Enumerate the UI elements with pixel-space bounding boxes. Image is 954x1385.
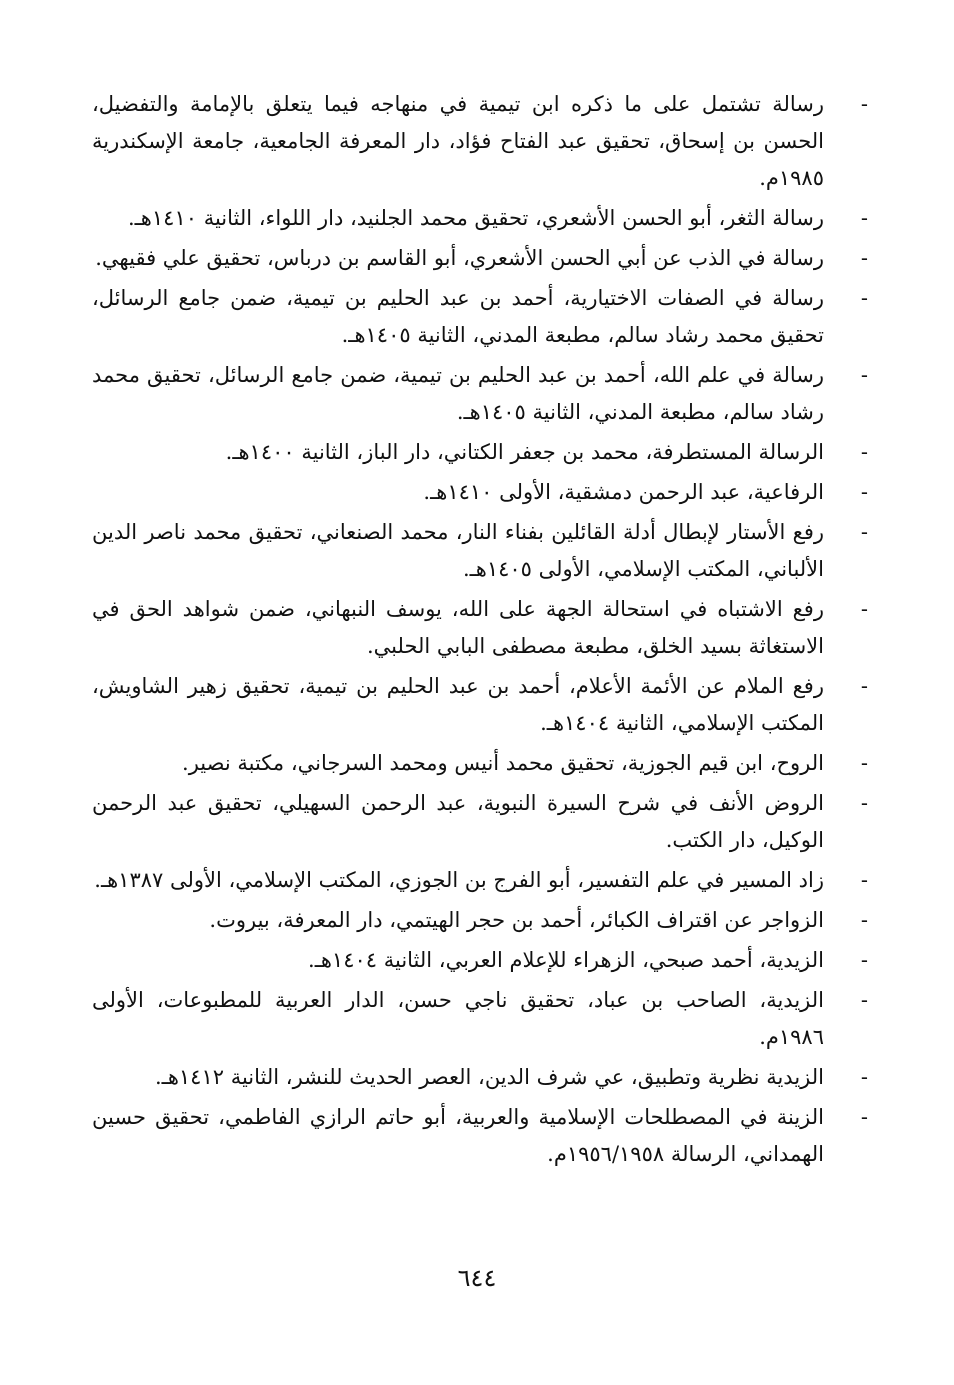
entry-text: رسالة الثغر، أبو الحسن الأشعري، تحقيق محمد الجلنيد، دار اللواء، الثانية ١٤١٠هـ. — [127, 206, 824, 230]
page-number: ٦٤٤ — [457, 1264, 497, 1292]
bibliography-entry — [92, 1059, 868, 1096]
bibliography-entry — [92, 200, 868, 237]
bibliography-entry — [92, 280, 868, 354]
entry-text: رسالة في الصفات الاختيارية، أحمد بن عبد الحليم بن تيمية، ضمن جامع الرسائل، تحقيق محمد رشاد سالم، مطبعة المدني، الثانية ١٤٠٥هـ. — [92, 286, 824, 347]
entry-text: الزواجر عن اقتراف الكبائر، أحمد بن حجر الهيتمي، دار المعرفة، بيروت. — [209, 908, 824, 932]
bibliography-entry — [92, 86, 868, 197]
list-dash: - — [860, 440, 868, 464]
entry-text: رسالة في علم الله، أحمد بن عبد الحليم بن تيمية، ضمن جامع الرسائل، تحقيق محمد رشاد سالم، مطبعة المدني، الثانية ١٤٠٥هـ. — [92, 363, 824, 424]
entry-text: رسالة في الذب عن أبي الحسن الأشعري، أبو القاسم بن درباس، تحقيق علي فقيهي. — [95, 246, 824, 270]
list-dash: - — [860, 206, 868, 230]
bibliography-entry — [92, 902, 868, 939]
entry-text: الرسالة المستطرفة، محمد بن جعفر الكتاني، دار الباز، الثانية ١٤٠٠هـ. — [225, 440, 824, 464]
entry-text: الروح، ابن قيم الجوزية، تحقيق محمد أنيس ومحمد السرجاني، مكتبة نصير. — [182, 751, 824, 775]
entry-text: الرفاعية، عبد الرحمن دمشقية، الأولى ١٤١٠هـ. — [423, 480, 824, 504]
bibliography-entry — [92, 591, 868, 665]
entry-text: رفع الملام عن الأئمة الأعلام، أحمد بن عبد الحليم بن تيمية، تحقيق زهير الشاويش، المكتب الإسلامي، الثانية ١٤٠٤هـ. — [92, 674, 824, 735]
list-dash: - — [860, 1065, 868, 1089]
list-dash: - — [860, 674, 868, 698]
bibliography-entry — [92, 474, 868, 511]
list-dash: - — [860, 597, 868, 621]
list-dash: - — [860, 520, 868, 544]
list-dash: - — [860, 868, 868, 892]
bibliography-entry — [92, 862, 868, 899]
bibliography-list — [92, 86, 868, 1176]
list-dash: - — [860, 92, 868, 116]
list-dash: - — [860, 751, 868, 775]
entry-text: رفع الأستار لإبطال أدلة القائلين بفناء النار، محمد الصنعاني، تحقيق محمد ناصر الدين الألباني، المكتب الإسلامي، الأولى ١٤٠٥هـ. — [92, 520, 824, 581]
bibliography-entry — [92, 240, 868, 277]
entry-text: الزيدية، الصاحب بن عباد، تحقيق ناجي حسن، الدار العربية للمطبوعات، الأولى ١٩٨٦م. — [92, 988, 824, 1049]
entry-text: الزيدية نظرية وتطبيق، عي شرف الدين، العصر الحديث للنشر، الثانية ١٤١٢هـ. — [155, 1065, 824, 1089]
list-dash: - — [860, 246, 868, 270]
bibliography-entry — [92, 434, 868, 471]
bibliography-entry — [92, 942, 868, 979]
list-dash: - — [860, 948, 868, 972]
bibliography-entry — [92, 668, 868, 742]
bibliography-entry — [92, 514, 868, 588]
bibliography-entry — [92, 745, 868, 782]
entry-text: زاد المسير في علم التفسير، أبو الفرج بن الجوزي، المكتب الإسلامي، الأولى ١٣٨٧هـ. — [94, 868, 824, 892]
entry-text: الزينة في المصطلحات الإسلامية والعربية، أبو حاتم الرازي الفاطمي، تحقيق حسين الهمداني، الرسالة ١٩٥٦/١٩٥٨م. — [92, 1105, 824, 1166]
bibliography-entry — [92, 357, 868, 431]
bibliography-entry — [92, 1099, 868, 1173]
entry-text: رسالة تشتمل على ما ذكره ابن تيمية في منهاجه فيما يتعلق بالإمامة والتفضيل، الحسن بن إسحاق، تحقيق عبد الفتاح فؤاد، دار المعرفة الجامعية، جامعة الإسكندرية ١٩٨٥م. — [92, 92, 824, 190]
entry-text: رفع الاشتباه في استحالة الجهة على الله، يوسف النبهاني، ضمن شواهد الحق في الاستغاثة بسيد الخلق، مطبعة مصطفى البابي الحلبي. — [92, 597, 824, 658]
list-dash: - — [860, 791, 868, 815]
bibliography-entry — [92, 982, 868, 1056]
list-dash: - — [860, 363, 868, 387]
list-dash: - — [860, 480, 868, 504]
entry-text: الروض الأنف في شرح السيرة النبوية، عبد الرحمن السهيلي، تحقيق عبد الرحمن الوكيل، دار الكتب. — [92, 791, 824, 852]
bibliography-entry — [92, 785, 868, 859]
list-dash: - — [860, 1105, 868, 1129]
list-dash: - — [860, 908, 868, 932]
entry-text: الزيدية، أحمد صبحي، الزهراء للإعلام العربي، الثانية ١٤٠٤هـ. — [308, 948, 824, 972]
list-dash: - — [860, 988, 868, 1012]
list-dash: - — [860, 286, 868, 310]
